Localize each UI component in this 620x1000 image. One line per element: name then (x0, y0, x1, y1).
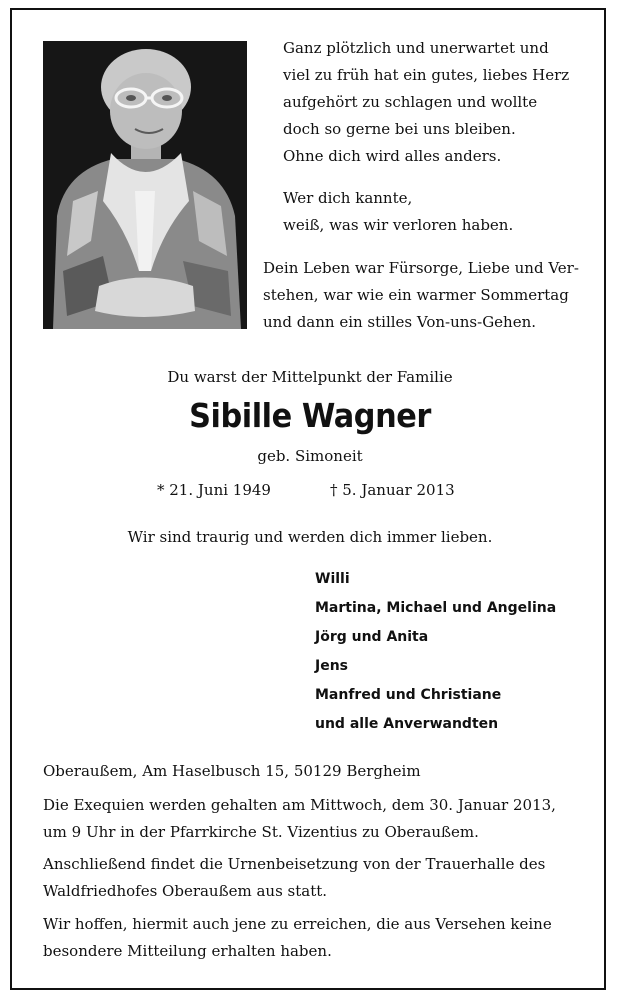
intro-line: Du warst der Mittelpunkt der Familie (167, 368, 453, 386)
family-member: Martina, Michael und Angelina (315, 600, 557, 616)
poem-line: Dein Leben war Fürsorge, Liebe und Ver- (263, 259, 579, 277)
paragraph-line: um 9 Uhr in der Pfarrkirche St. Vizentius zu Oberaußem. (43, 823, 479, 841)
poem-line: und dann ein stilles Von-uns-Gehen. (263, 313, 537, 331)
poem-line: Wer dich kannte, (283, 189, 413, 207)
closing-paragraph (43, 911, 578, 965)
urn-paragraph (43, 851, 578, 905)
family-member: Manfred und Christiane (315, 687, 502, 703)
paragraph-line: Anschließend findet die Urnenbeisetzung von der Trauerhalle des (43, 855, 546, 873)
family-member: Jörg und Anita (315, 629, 429, 645)
paragraph-line: Waldfriedhofes Oberaußem aus statt. (43, 882, 328, 900)
poem-line: viel zu früh hat ein gutes, liebes Herz (283, 66, 570, 84)
family-member: Jens (315, 658, 349, 674)
family-list (315, 565, 556, 739)
family-member: Willi (315, 571, 350, 587)
birth-name: geb. Simoneit (257, 447, 363, 465)
mourning-line: Wir sind traurig und werden dich immer lieben. (127, 528, 493, 546)
poem-stanza-2 (283, 185, 513, 239)
address-line: Oberaußem, Am Haselbusch 15, 50129 Bergheim (43, 762, 421, 780)
portrait-photo (43, 41, 247, 329)
family-member: und alle Anverwandten (315, 716, 499, 732)
exequien-paragraph (43, 792, 578, 846)
poem-line: aufgehört zu schlagen und wollte (283, 93, 538, 111)
death-date: † 5. Januar 2013 (330, 481, 455, 499)
deceased-name: Sibille Wagner (189, 396, 431, 435)
paragraph-line: besondere Mitteilung erhalten haben. (43, 942, 332, 960)
poem-line: weiß, was wir verloren haben. (283, 216, 514, 234)
birth-date: * 21. Juni 1949 (157, 481, 271, 499)
poem-stanza-3 (263, 255, 579, 336)
address (43, 758, 578, 785)
poem-line: Ohne dich wird alles anders. (283, 147, 502, 165)
poem-line: doch so gerne bei uns bleiben. (283, 120, 516, 138)
poem-stanza-1 (283, 35, 569, 170)
paragraph-line: Die Exequien werden gehalten am Mittwoch, dem 30. Januar 2013, (43, 796, 556, 814)
poem-line: stehen, war wie ein warmer Sommertag (263, 286, 569, 304)
poem-line: Ganz plötzlich und unerwartet und (283, 39, 549, 57)
paragraph-line: Wir hoffen, hiermit auch jene zu erreichen, die aus Versehen keine (43, 915, 552, 933)
